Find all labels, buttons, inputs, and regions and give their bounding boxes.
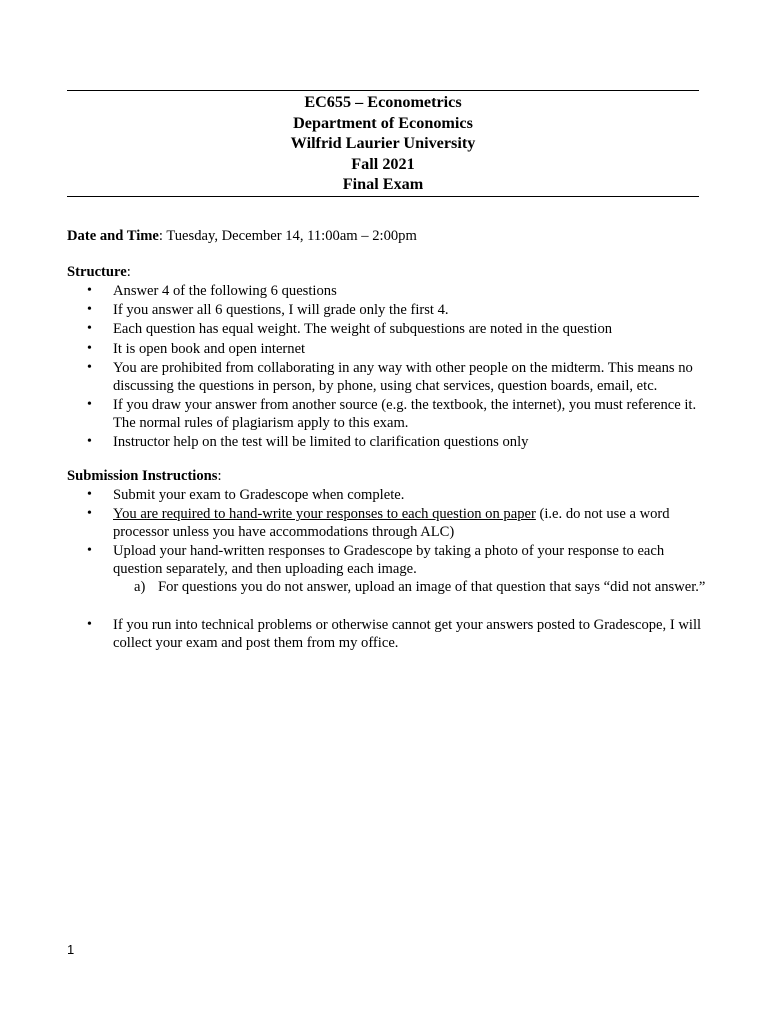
structure-colon: : xyxy=(126,264,131,280)
handwrite-note: (i.e. do not use a word processor unless you have accommodations through ALC) xyxy=(113,506,670,541)
list-item: • If you answer all 6 questions, I will grade only the first 4. xyxy=(67,301,707,319)
sub-item-marker: a) xyxy=(134,579,146,595)
list-item: • If you draw your answer from another source (e.g. the textbook, the internet), you must reference it. The normal rules of plagiarism apply to this exam. xyxy=(67,396,707,432)
list-item: • If you run into technical problems or otherwise cannot get your answers posted to Gradescope, I will collect your exam and post them from my office. xyxy=(67,616,707,652)
list-item: • Instructor help on the test will be limited to clarification questions only xyxy=(67,433,707,451)
submission-list-continued xyxy=(67,616,707,653)
list-item: • You are prohibited from collaborating in any way with other people on the midterm. This means no discussing the questions in person, by phone, using chat services, question boards, email, etc. xyxy=(67,359,707,395)
university-name: Wilfrid Laurier University xyxy=(290,134,476,153)
submission-heading xyxy=(67,467,222,485)
list-item xyxy=(67,505,707,541)
sub-item-text: For questions you do not answer, upload an image of that question that says “did not answer.” xyxy=(158,579,706,595)
sub-list xyxy=(67,578,707,597)
structure-label: Structure xyxy=(67,264,127,280)
structure-list xyxy=(67,282,707,452)
department-name: Department of Economics xyxy=(293,113,473,132)
submission-label: Submission Instructions xyxy=(67,468,218,484)
exam-title-block xyxy=(67,92,699,195)
date-time-label: Date and Time xyxy=(67,228,159,244)
list-item: • Submit your exam to Gradescope when complete. xyxy=(67,486,707,504)
page-number: 1 xyxy=(67,942,75,957)
term: Fall 2021 xyxy=(351,154,415,173)
submission-list xyxy=(67,486,707,580)
list-item: • Answer 4 of the following 6 questions xyxy=(67,282,707,300)
bottom-rule xyxy=(67,196,699,197)
course-title: EC655 – Econometrics xyxy=(304,93,462,111)
handwrite-requirement: You are required to hand-write your responses to each question on paper xyxy=(113,506,536,523)
submission-colon: : xyxy=(217,468,222,484)
list-item: • Each question has equal weight. The weight of subquestions are noted in the question xyxy=(67,320,707,338)
list-item: • Upload your hand-written responses to Gradescope by taking a photo of your response to each question separately, and then uploading each image. xyxy=(67,542,707,578)
top-rule xyxy=(67,90,699,91)
list-item: • It is open book and open internet xyxy=(67,340,707,358)
date-time-line xyxy=(67,227,707,245)
exam-name: Final Exam xyxy=(342,175,424,194)
sub-list-item xyxy=(67,578,707,596)
structure-heading xyxy=(67,263,131,281)
date-time-value: : Tuesday, December 14, 11:00am – 2:00pm xyxy=(158,228,417,244)
